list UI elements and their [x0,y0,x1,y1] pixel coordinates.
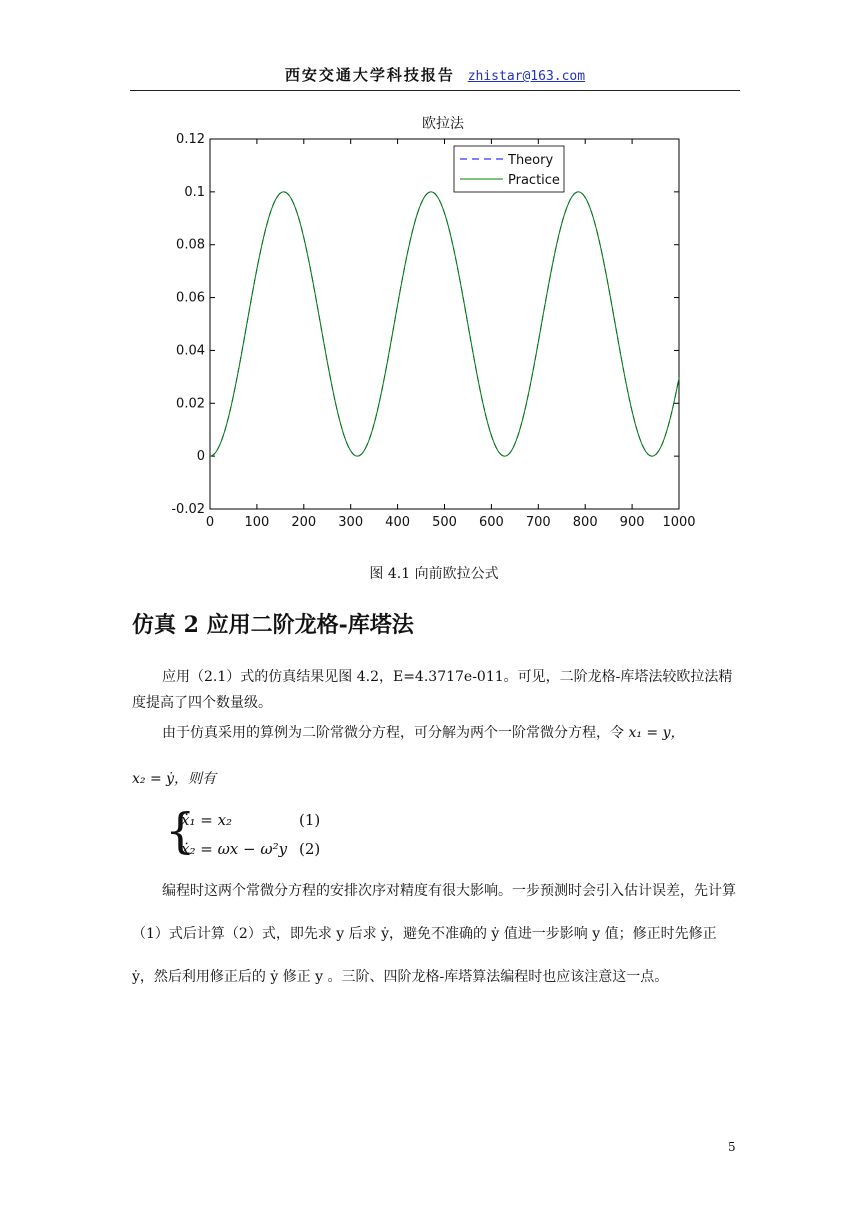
y-tick-label: -0.02 [171,502,205,517]
section-title: 仿真 2 应用二阶龙格-库塔法 [132,612,414,638]
y-tick-label: 0.08 [176,237,205,253]
x-tick-label: 500 [432,515,457,530]
x-tick-label: 100 [244,515,270,530]
page-header [130,64,740,91]
paragraph-1: 应用（2.1）式的仿真结果见图 4.2，E=4.3717e-011。可见，二阶龙格-库塔法较欧拉法精度提高了四个数量级。 [132,669,733,711]
equation-2 [181,840,321,858]
y-tick-label: 0.04 [176,343,205,359]
legend-practice-label: Practice [508,173,560,188]
euler-chart [165,108,705,538]
equation-2-body: ẋ₂ = ωx − ω²y [181,840,288,858]
x-tick-label: 700 [525,515,551,530]
equation-1-number: (1) [299,811,321,829]
equation-1-body: ẋ₁ = x₂ [181,811,233,829]
x-tick-label: 0 [205,515,215,530]
x-tick-label: 300 [338,515,364,530]
paragraph-2 [132,720,742,746]
chart-title: 欧拉法 [422,116,464,132]
paragraph-2-text: 由于仿真采用的算例为二阶常微分方程，可分解为两个一阶常微分方程，令 [162,725,624,741]
paragraph-4: 编程时这两个常微分方程的安排次序对精度有很大影响。一步预测时会引入估计误差，先计算（1）式后计算（2）式，即先求 y 后求 ẏ，避免不准确的 ẏ 值进一步影响 y 值；修正时先修正 ẏ，然后利用修正后的 ẏ 修正 y 。三阶、四阶龙格-库塔算法编程时也应该注意这一点。 [132,883,736,985]
equation-2-number: (2) [299,840,321,858]
y-tick-label: 0.1 [184,184,205,200]
legend-theory-label: Theory [508,153,554,168]
x-tick-label: 800 [572,515,598,530]
header-email-link[interactable]: zhistar@163.com [467,69,586,84]
y-tick-label: 0.12 [176,132,205,147]
paragraph-2-math: x₁ = y， [628,725,685,741]
plot-frame [210,139,679,509]
x-tick-label: 200 [291,515,317,530]
paragraph-3 [132,766,742,792]
paragraph-3-text: x₂ = ẏ，则有 [132,771,217,787]
chart-legend [454,146,564,192]
y-tick-label: 0.02 [176,396,205,412]
equation-brace: { [165,803,196,859]
y-tick-label: 0.06 [176,290,205,306]
figure-caption: 图 4.1 向前欧拉公式 [369,566,499,582]
x-tick-label: 600 [478,515,504,530]
y-tick-label: 0 [196,449,205,465]
equation-1 [181,811,321,829]
header-org: 西安交通大学科技报告 [284,66,455,84]
x-tick-label: 1000 [662,515,696,530]
page-number: 5 [728,1140,736,1154]
x-tick-label: 900 [619,515,645,530]
x-tick-label: 400 [385,515,411,530]
